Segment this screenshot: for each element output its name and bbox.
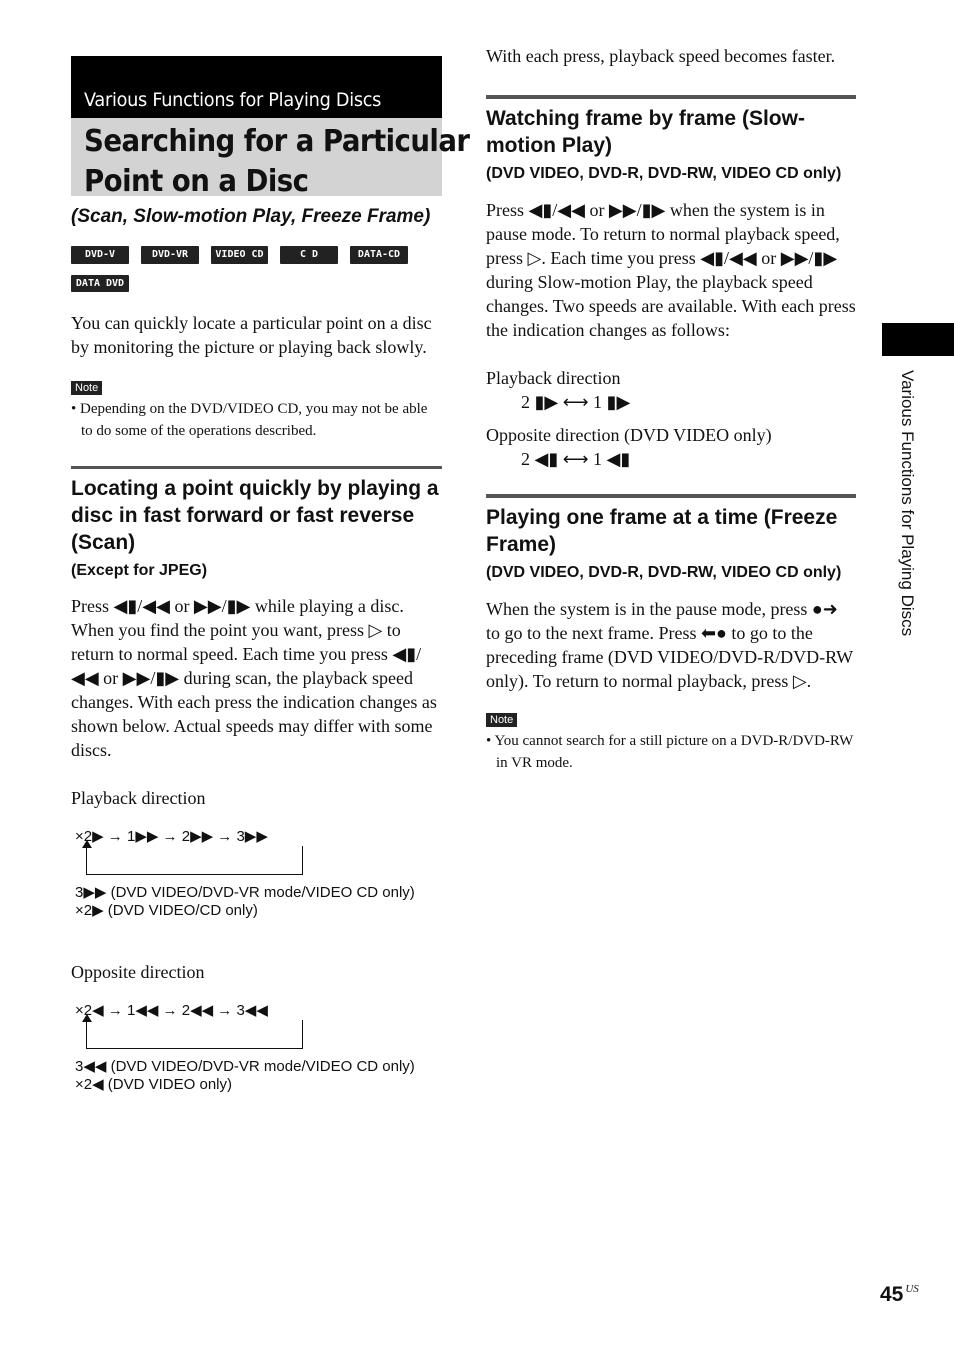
side-tab-label — [891, 370, 917, 730]
freeze-body: When the system is in the pause mode, press ●➜ to go to the next frame. Press ⬅● to go to the preceding frame (DVD VIDEO/DVD-R/DVD-RW only). To return to normal playback, press ▷. — [486, 599, 853, 691]
page-number — [880, 1283, 919, 1307]
slow-playback-label: Playback direction — [486, 368, 621, 388]
scan-opposite-note1: 3◀◀ (DVD VIDEO/DVD-VR mode/VIDEO CD only) — [75, 1058, 415, 1075]
page-number-value: 45 — [880, 1283, 904, 1306]
side-tab-marker — [882, 323, 954, 356]
loop-bracket — [86, 1020, 303, 1049]
slow-subheading: (DVD VIDEO, DVD-R, DVD-RW, VIDEO CD only) — [486, 165, 842, 182]
section-rule — [486, 494, 856, 498]
scan-playback-label: Playback direction — [71, 788, 206, 808]
slow-opposite-sequence: 2 ◀▮ ⟷ 1 ◀▮ — [521, 449, 631, 469]
note-text: • Depending on the DVD/VIDEO CD, you may not be able to do some of the operations described. — [71, 401, 428, 439]
freeze-note-text: • You cannot search for a still picture on a DVD-R/DVD-RW in VR mode. — [486, 733, 853, 771]
page-title — [71, 118, 470, 199]
section-banner — [71, 56, 442, 118]
speed-faster-text: With each press, playback speed becomes faster. — [486, 46, 836, 66]
scan-opposite-diagram — [75, 1002, 442, 1094]
badge-data-cd: DATA-CD — [350, 246, 408, 264]
side-tab-text: Various Functions for Playing Discs — [898, 370, 917, 637]
note-label: Note — [71, 381, 102, 395]
slow-body: Press ◀▮/◀◀ or ▶▶/▮▶ when the system is in pause mode. To return to normal playback speed, press ▷. Each time you press ◀▮/◀◀ or ▶▶/▮▶ during Slow-motion Play, the playback speed changes. Two speeds are available. With each press the indication changes as follows: — [486, 200, 856, 340]
intro-paragraph: You can quickly locate a particular point on a disc by monitoring the picture or playing back slowly. — [71, 313, 432, 357]
page-title-line1: Searching for a Particular — [84, 124, 470, 159]
scan-playback-diagram — [75, 828, 442, 920]
scan-playback-note2: ×2▶ (DVD VIDEO/CD only) — [75, 902, 258, 919]
badge-dvd-v: DVD-V — [71, 246, 129, 264]
note-label: Note — [486, 713, 517, 727]
loop-bracket — [86, 846, 303, 875]
slow-playback-sequence: 2 ▮▶ ⟷ 1 ▮▶ — [521, 392, 631, 412]
slow-opposite-label: Opposite direction (DVD VIDEO only) — [486, 425, 772, 445]
disc-type-badges — [71, 246, 416, 292]
up-arrow-icon — [82, 1014, 92, 1022]
scan-opposite-label: Opposite direction — [71, 962, 205, 982]
scan-body: Press ◀▮/◀◀ or ▶▶/▮▶ while playing a disc. When you find the point you want, press ▷ to return to normal speed. Each time you press ◀▮/◀◀ or ▶▶/▮▶ during scan, the playback speed changes. With each press the indication changes as shown below. Actual speeds may differ with some discs. — [71, 596, 437, 760]
page-title-line2: Point on a Disc — [84, 164, 309, 199]
badge-video-cd: VIDEO CD — [211, 246, 268, 264]
scan-opposite-note2: ×2◀ (DVD VIDEO only) — [75, 1076, 232, 1093]
note-block-left — [71, 378, 442, 442]
left-column — [71, 56, 470, 1094]
freeze-heading: Playing one frame at a time (Freeze Frame) — [486, 506, 838, 556]
page-subtitle: (Scan, Slow-motion Play, Freeze Frame) — [71, 206, 431, 227]
section-banner-text: Various Functions for Playing Discs — [84, 89, 382, 111]
scan-playback-note1: 3▶▶ (DVD VIDEO/DVD-VR mode/VIDEO CD only) — [75, 884, 415, 901]
badge-dvd-vr: DVD-VR — [141, 246, 199, 264]
right-column — [486, 44, 856, 774]
page-number-suffix: US — [905, 1283, 919, 1295]
note-block-right — [486, 710, 856, 774]
section-rule — [71, 466, 442, 469]
freeze-subheading: (DVD VIDEO, DVD-R, DVD-RW, VIDEO CD only) — [486, 564, 842, 581]
slow-heading: Watching frame by frame (Slow-motion Play) — [486, 107, 805, 157]
section-rule — [486, 95, 856, 99]
badge-cd: C D — [280, 246, 338, 264]
badge-data-dvd: DATA DVD — [71, 275, 129, 292]
up-arrow-icon — [82, 840, 92, 848]
scan-heading: Locating a point quickly by playing a disc in fast forward or fast reverse (Scan) — [71, 477, 439, 554]
scan-opposite-sequence: ×2◀ → 1◀◀ → 2◀◀ → 3◀◀ — [75, 1002, 268, 1019]
scan-playback-sequence: ×2▶ → 1▶▶ → 2▶▶ → 3▶▶ — [75, 828, 268, 845]
scan-subheading: (Except for JPEG) — [71, 562, 208, 579]
